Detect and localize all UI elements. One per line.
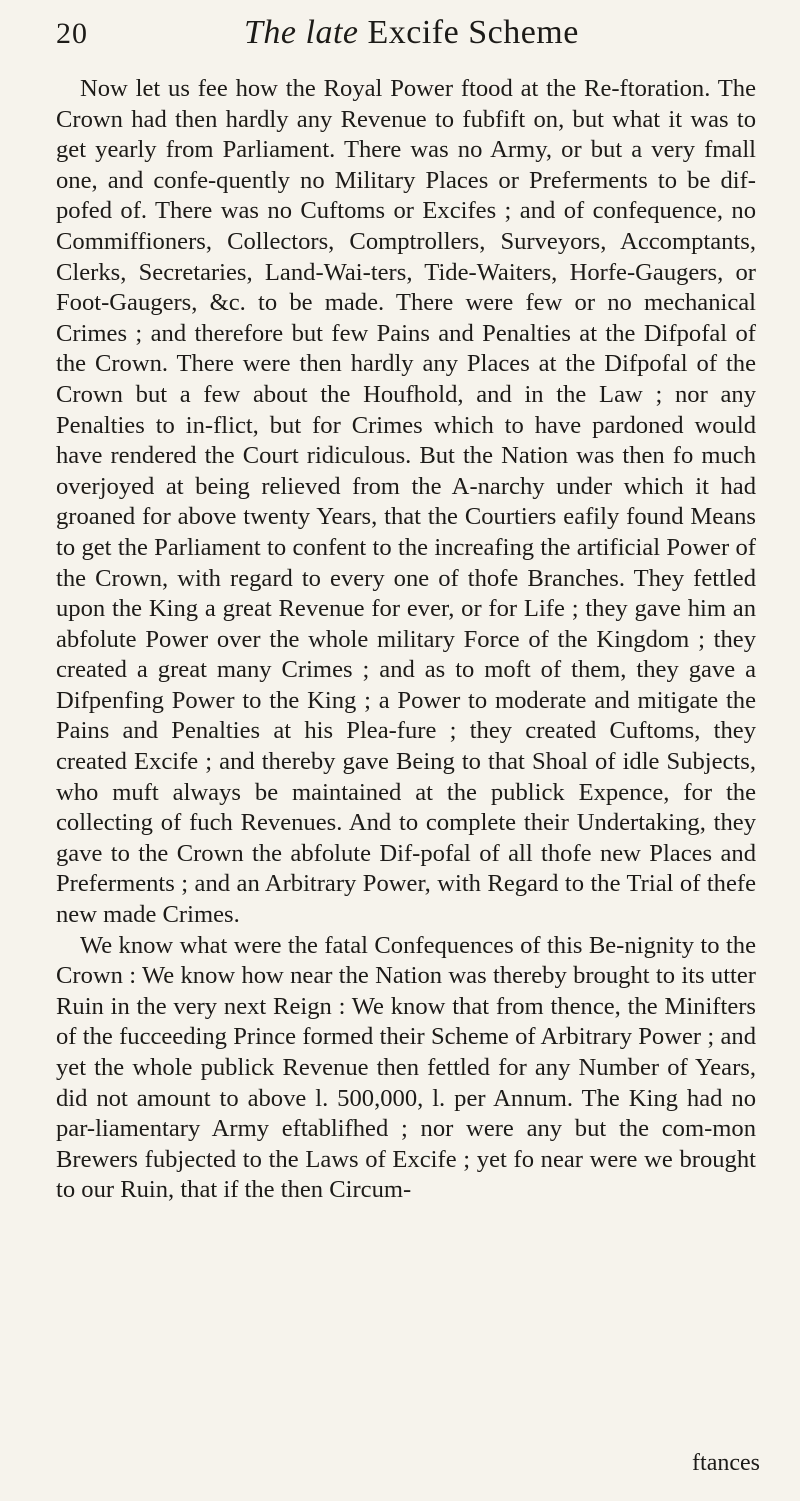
running-title-rest: Excife Scheme (367, 14, 579, 51)
running-header (56, 14, 756, 74)
catchword: ftances (692, 1450, 760, 1476)
running-title-italic: The late (244, 14, 359, 51)
paragraph-1: Now let us fee how the Royal Power ftood at the Re-ftoration. The Crown had then hardly any Revenue to fubfift on, but what it was to get yearly from Parliament. There was no Army, or but a very fmall one, and confe-quently no Military Places or Preferments to be dif-pofed of. There was no Cuftoms or Excifes ; and of confequence, no Commiffioners, Collectors, Comptrollers, Surveyors, Accomptants, Clerks, Secretaries, Land-Wai-ters, Tide-Waiters, Horfe-Gaugers, or Foot-Gaugers, &c. to be made. There were few or no mechanical Crimes ; and therefore but few Pains and Penalties at the Difpofal of the Crown. There were then hardly any Places at the Difpofal of the Crown but a few about the Houfhold, and in the Law ; nor any Penalties to in-flict, but for Crimes which to have pardoned would have rendered the Court ridiculous. But the Nation was then fo much overjoyed at being relieved from the A-narchy under which it had groaned for above twenty Years, that the Courtiers eafily found Means to get the Parliament to confent to the increafing the artificial Power of the Crown, with regard to every one of thofe Branches. They fettled upon the King a great Revenue for ever, or for Life ; they gave him an abfolute Power over the whole military Force of the Kingdom ; they created a great many Crimes ; and as to moft of them, they gave a Difpenfing Power to the King ; a Power to moderate and mitigate the Pains and Penalties at his Plea-fure ; they created Cuftoms, they created Excife ; and thereby gave Being to that Shoal of idle Subjects, who muft always be maintained at the publick Expence, for the collecting of fuch Revenues. And to complete their Undertaking, they gave to the Crown the abfolute Dif-pofal of all thofe new Places and Preferments ; and an Arbitrary Power, with Regard to the Trial of thefe new made Crimes. (56, 75, 756, 929)
body-text (56, 74, 756, 1206)
running-title (244, 14, 579, 52)
paragraph-2: We know what were the fatal Confequences of this Be-nignity to the Crown : We know how near the Nation was thereby brought to its utter Ruin in the very next Reign : We know that from thence, the Minifters of the fucceeding Prince formed their Scheme of Arbitrary Power ; and yet the whole publick Revenue then fettled for any Number of Years, did not amount to above l. 500,000, l. per Annum. The King had no par-liamentary Army eftablifhed ; nor were any but the com-mon Brewers fubjected to the Laws of Excife ; yet fo near were we brought to our Ruin, that if the then Circum- (56, 931, 756, 1204)
page-number: 20 (56, 17, 88, 50)
